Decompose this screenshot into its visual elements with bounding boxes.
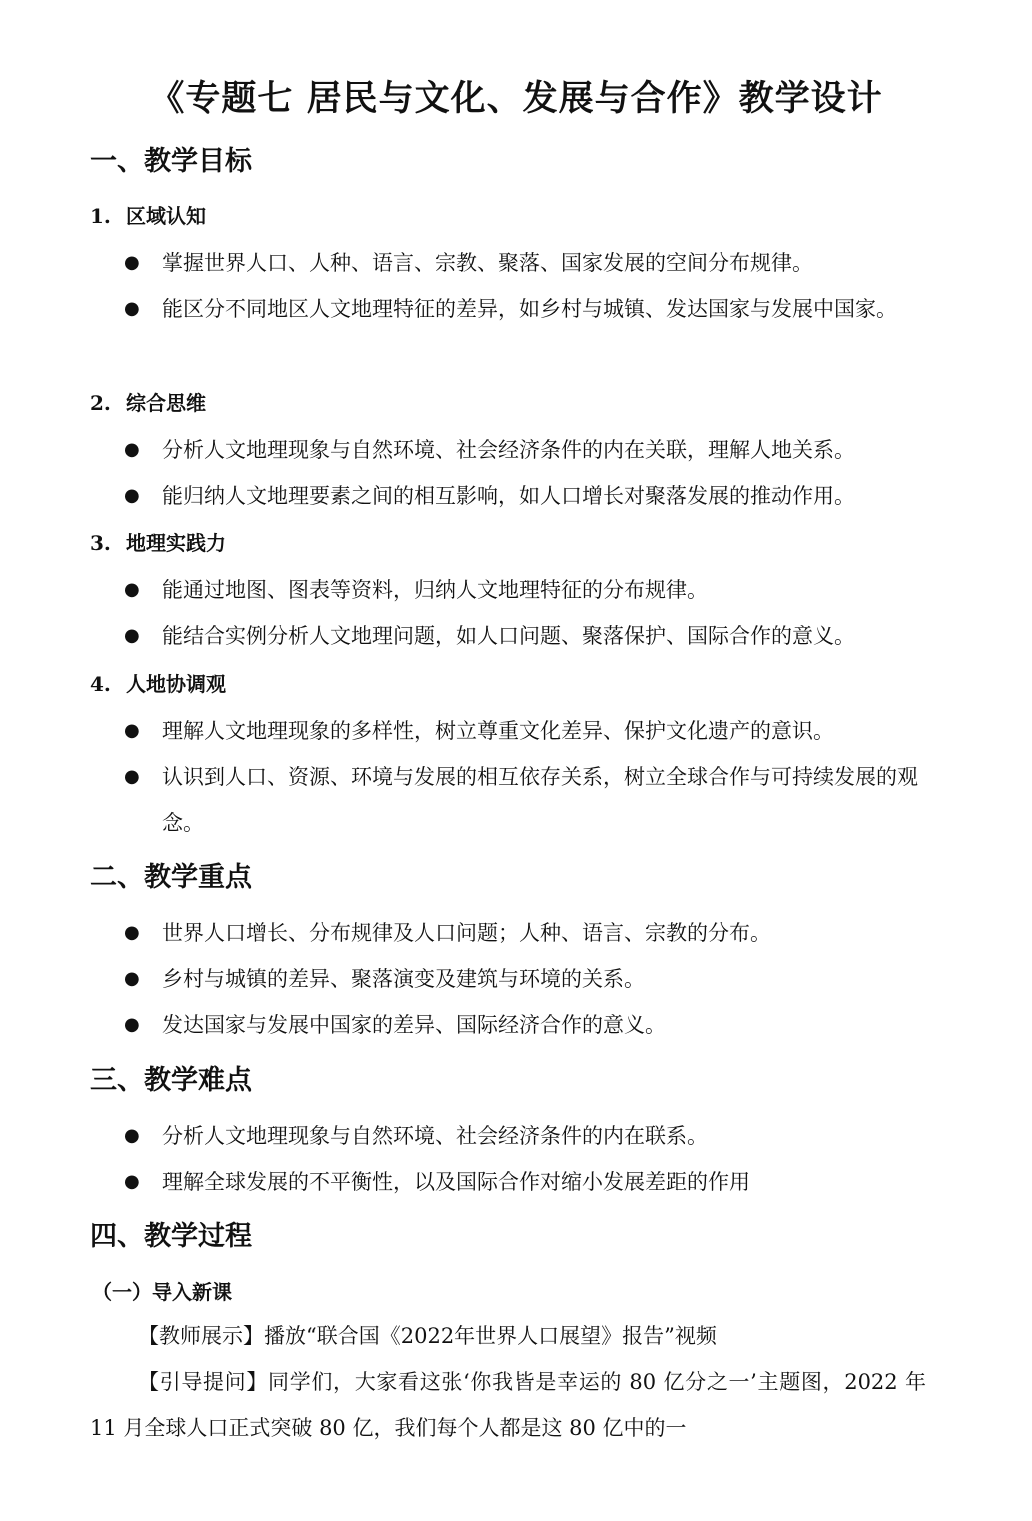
- bullet-text: 能归纳人文地理要素之间的相互影响，如人口增长对聚落发展的推动作用。: [162, 484, 855, 508]
- bullet-item: [124, 473, 964, 519]
- bullet-dot-icon: ●: [124, 298, 140, 319]
- bullet-text: 能结合实例分析人文地理问题，如人口问题、聚落保护、国际合作的意义。: [162, 624, 855, 648]
- bullet-item: [124, 1159, 944, 1205]
- bullet-dot-icon: ●: [124, 1014, 140, 1035]
- section-heading-objectives: 一、教学目标: [90, 146, 252, 177]
- subheading-comprehensive-thinking: [90, 388, 206, 418]
- bullet-dot-icon: ●: [124, 485, 140, 506]
- bullet-text: 发达国家与发展中国家的差异、国际经济合作的意义。: [162, 1013, 666, 1037]
- paragraph-guided-question: 【引导提问】同学们，大家看这张‘你我皆是幸运的 80 亿分之一’主题图，2022 年 11 月全球人口正式突破 80 亿，我们每个人都是这 80 亿中的一: [90, 1370, 926, 1440]
- document-title: 《专题七 居民与文化、发展与合作》教学设计: [149, 78, 883, 119]
- bullet-dot-icon: ●: [124, 968, 140, 989]
- bullet-item: [124, 427, 954, 473]
- bullet-item: [124, 240, 944, 286]
- subheading-label: 人地协调观: [126, 672, 226, 696]
- bullet-text: 掌握世界人口、人种、语言、宗教、聚落、国家发展的空间分布规律。: [162, 251, 813, 275]
- bullet-text: 理解人文地理现象的多样性，树立尊重文化差异、保护文化遗产的意识。: [162, 719, 834, 743]
- subheading-label: 地理实践力: [126, 531, 226, 555]
- bullet-text: 认识到人口、资源、环境与发展的相互依存关系，树立全球合作与可持续发展的观念。: [162, 765, 918, 835]
- bullet-text: 能区分不同地区人文地理特征的差异，如乡村与城镇、发达国家与发展中国家。: [162, 297, 897, 321]
- bullet-dot-icon: ●: [124, 1171, 140, 1192]
- bullet-dot-icon: ●: [124, 1125, 140, 1146]
- bullet-text: 分析人文地理现象与自然环境、社会经济条件的内在关联，理解人地关系。: [162, 438, 855, 462]
- subheading-number: 3.: [90, 531, 111, 555]
- bullet-item: [124, 956, 944, 1002]
- bullet-dot-icon: ●: [124, 720, 140, 741]
- bullet-dot-icon: ●: [124, 579, 140, 600]
- bullet-text: 乡村与城镇的差异、聚落演变及建筑与环境的关系。: [162, 967, 645, 991]
- bullet-item: [124, 1002, 944, 1048]
- subheading-label: 区域认知: [126, 204, 206, 228]
- subheading-regional-cognition: [90, 201, 206, 231]
- bullet-item: [124, 708, 954, 754]
- bullet-dot-icon: ●: [124, 922, 140, 943]
- section-heading-difficulties: 三、教学难点: [90, 1065, 252, 1096]
- bullet-item: [124, 1113, 944, 1159]
- bullet-item: [124, 567, 944, 613]
- bullet-text: 能通过地图、图表等资料，归纳人文地理特征的分布规律。: [162, 578, 708, 602]
- bullet-dot-icon: ●: [124, 625, 140, 646]
- bullet-dot-icon: ●: [124, 252, 140, 273]
- subheading-human-earth-harmony: [90, 669, 226, 699]
- section-heading-process: 四、教学过程: [90, 1221, 252, 1252]
- bullet-dot-icon: ●: [124, 439, 140, 460]
- subheading-label: 综合思维: [126, 391, 206, 415]
- bullet-item: [124, 613, 954, 659]
- bullet-text: 世界人口增长、分布规律及人口问题；人种、语言、宗教的分布。: [162, 921, 771, 945]
- bullet-item: [124, 910, 944, 956]
- subheading-number: 4.: [90, 672, 111, 696]
- bullet-text: 分析人文地理现象与自然环境、社会经济条件的内在联系。: [162, 1124, 708, 1148]
- paragraph-teacher-display: 【教师展示】播放“联合国《2022年世界人口展望》报告”视频: [138, 1324, 717, 1348]
- subheading-geographic-practice: [90, 528, 226, 558]
- section-heading-key-points: 二、教学重点: [90, 862, 252, 893]
- bullet-text: 理解全球发展的不平衡性，以及国际合作对缩小发展差距的作用: [162, 1170, 750, 1194]
- subheading-introduction: （一）导入新课: [92, 1280, 232, 1304]
- bullet-item: [124, 754, 944, 846]
- bullet-item: [124, 286, 944, 332]
- subheading-number: 1.: [90, 204, 111, 228]
- subheading-number: 2.: [90, 391, 111, 415]
- bullet-dot-icon: ●: [124, 766, 140, 787]
